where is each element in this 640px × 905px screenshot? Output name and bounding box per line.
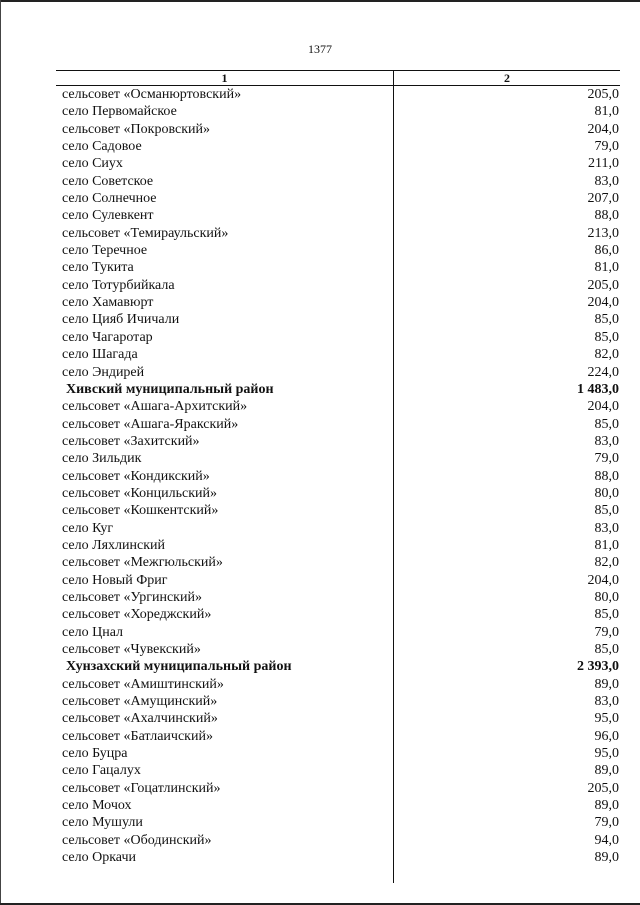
table-row: [56, 450, 620, 467]
table-row: [56, 259, 620, 276]
table-row: [56, 762, 620, 779]
settlement-name: село Шагада: [62, 347, 138, 363]
table-row: [56, 398, 620, 415]
table-row: [56, 190, 620, 207]
page-number: 1377: [308, 42, 332, 56]
table-row: [56, 676, 620, 693]
amount-value: 213,0: [587, 225, 619, 241]
amount-value: 83,0: [594, 173, 619, 189]
table-row: [56, 294, 620, 311]
table-row: [56, 832, 620, 849]
table-row: [56, 502, 620, 519]
table-row: [56, 537, 620, 554]
amount-value: 204,0: [587, 572, 619, 588]
settlement-name: село Хамавюрт: [62, 295, 154, 311]
settlement-name: село Цнал: [62, 624, 124, 640]
amount-value: 205,0: [587, 87, 619, 102]
settlement-name: село Эндирей: [62, 364, 145, 380]
amount-value: 89,0: [594, 676, 619, 692]
amount-value: 207,0: [587, 191, 619, 207]
amount-value: 224,0: [587, 364, 619, 380]
amount-value: 205,0: [587, 780, 619, 796]
amount-value: 79,0: [594, 815, 619, 831]
amount-value: 95,0: [594, 711, 619, 727]
column-header-2: 2: [504, 71, 510, 85]
table-row: [56, 416, 620, 433]
amount-value: 83,0: [594, 433, 619, 449]
amount-value: 86,0: [594, 243, 619, 259]
settlement-name: село Чагаротар: [62, 329, 153, 345]
settlement-name: село Тукита: [62, 260, 134, 276]
table-row: [56, 329, 620, 346]
table-row: [56, 468, 620, 485]
amount-value: 83,0: [594, 520, 619, 536]
amount-value: 88,0: [594, 208, 619, 224]
amount-value: 79,0: [594, 451, 619, 467]
amount-value: 1 483,0: [577, 381, 619, 397]
table-row: [56, 693, 620, 710]
settlement-name: сельсовет «Османюртовский»: [62, 87, 242, 102]
table-row: [56, 277, 620, 294]
settlement-name: село Буцра: [62, 746, 128, 762]
amount-value: 79,0: [594, 624, 619, 640]
amount-value: 89,0: [594, 850, 619, 866]
table-row: [56, 121, 620, 138]
table-row: [56, 207, 620, 224]
table-row: [56, 520, 620, 537]
amount-value: 81,0: [594, 260, 619, 276]
table-row: [56, 364, 620, 381]
amount-value: 88,0: [594, 468, 619, 484]
table-row: [56, 572, 620, 589]
table-body: [56, 86, 620, 866]
amount-value: 85,0: [594, 642, 619, 657]
settlement-name: сельсовет «Ашага-Яракский»: [62, 416, 239, 432]
settlement-name: село Мушули: [62, 815, 143, 831]
settlement-name: село Гацалух: [62, 763, 141, 779]
amount-value: 85,0: [594, 503, 619, 519]
amount-value: 204,0: [587, 121, 619, 137]
settlement-name: село Оркачи: [62, 850, 136, 866]
table-row: [56, 641, 620, 658]
table-row: [56, 554, 620, 571]
table-header-row: [56, 71, 620, 86]
amount-value: 81,0: [594, 104, 619, 120]
settlement-name: сельсовет «Концильский»: [62, 485, 218, 501]
table-row: [56, 814, 620, 831]
table-row: [56, 138, 620, 155]
table-row: [56, 242, 620, 259]
table-row: [56, 797, 620, 814]
settlement-name: сельсовет «Ахалчинский»: [62, 711, 218, 727]
settlement-name: Хивский муниципальный район: [66, 381, 274, 397]
settlement-name: сельсовет «Гоцатлинский»: [62, 780, 221, 796]
table-row: [56, 624, 620, 641]
amount-value: 82,0: [594, 555, 619, 571]
district-row: [56, 381, 620, 398]
settlement-name: сельсовет «Чувекский»: [62, 642, 201, 657]
settlement-name: село Первомайское: [62, 104, 177, 120]
settlement-name: село Советское: [62, 173, 154, 189]
settlement-name: село Цияб Ичичали: [62, 312, 180, 328]
amount-value: 89,0: [594, 798, 619, 814]
data-table: [56, 70, 620, 866]
settlement-name: село Сиух: [62, 156, 123, 172]
amount-value: 85,0: [594, 607, 619, 623]
settlement-name: сельсовет «Кошкентский»: [62, 503, 219, 519]
settlement-name: село Теречное: [62, 243, 148, 259]
amount-value: 83,0: [594, 694, 619, 710]
settlement-name: село Новый Фриг: [62, 572, 168, 588]
amount-value: 80,0: [594, 589, 619, 605]
settlement-name: сельсовет «Амиштинский»: [62, 676, 224, 692]
amount-value: 85,0: [594, 329, 619, 345]
table-row: [56, 849, 620, 866]
settlement-name: сельсовет «Ургинский»: [62, 589, 202, 605]
amount-value: 96,0: [594, 728, 619, 744]
table-row: [56, 606, 620, 623]
table-row: [56, 346, 620, 363]
amount-value: 89,0: [594, 763, 619, 779]
amount-value: 2 393,0: [577, 659, 619, 675]
settlement-name: сельсовет «Кондикский»: [62, 468, 210, 484]
settlement-name: сельсовет «Ашага-Архитский»: [62, 399, 248, 415]
column-header-1: 1: [56, 71, 394, 85]
settlement-name: село Сулевкент: [62, 208, 154, 224]
table-row: [56, 485, 620, 502]
amount-value: 211,0: [588, 156, 619, 172]
table-row: [56, 433, 620, 450]
amount-value: 85,0: [594, 312, 619, 328]
table-row: [56, 710, 620, 727]
settlement-name: сельсовет «Межгюльский»: [62, 555, 223, 571]
amount-value: 94,0: [594, 832, 619, 848]
page-left-border: [0, 0, 1, 905]
settlement-name: село Куг: [62, 520, 114, 536]
table-row: [56, 589, 620, 606]
table-row: [56, 155, 620, 172]
amount-value: 82,0: [594, 347, 619, 363]
table-row: [56, 745, 620, 762]
settlement-name: село Солнечное: [62, 191, 157, 207]
settlement-name: сельсовет «Батлаичский»: [62, 728, 213, 744]
amount-value: 81,0: [594, 537, 619, 553]
district-row: [56, 658, 620, 675]
settlement-name: село Садовое: [62, 139, 142, 155]
settlement-name: село Мочох: [62, 798, 132, 814]
table-row: [56, 780, 620, 797]
amount-value: 205,0: [587, 277, 619, 293]
page-top-border: [0, 0, 640, 2]
amount-value: 80,0: [594, 485, 619, 501]
table-row: [56, 86, 620, 103]
settlement-name: сельсовет «Амущинский»: [62, 694, 218, 710]
settlement-name: сельсовет «Хореджский»: [62, 607, 212, 623]
amount-value: 79,0: [594, 139, 619, 155]
settlement-name: Хунзахский муниципальный район: [66, 659, 292, 675]
table-row: [56, 103, 620, 120]
table-row: [56, 728, 620, 745]
table-row: [56, 225, 620, 242]
amount-value: 204,0: [587, 295, 619, 311]
table-row: [56, 311, 620, 328]
amount-value: 204,0: [587, 399, 619, 415]
settlement-name: село Ляхлинский: [62, 537, 165, 553]
settlement-name: село Зильдик: [62, 451, 142, 467]
settlement-name: сельсовет «Захитский»: [62, 433, 200, 449]
table-row: [56, 173, 620, 190]
amount-value: 85,0: [594, 416, 619, 432]
amount-value: 95,0: [594, 746, 619, 762]
settlement-name: сельсовет «Покровский»: [62, 121, 210, 137]
settlement-name: село Тотурбийкала: [62, 277, 175, 293]
settlement-name: сельсовет «Темираульский»: [62, 225, 229, 241]
column-divider: [393, 86, 394, 883]
settlement-name: сельсовет «Ободинский»: [62, 832, 212, 848]
